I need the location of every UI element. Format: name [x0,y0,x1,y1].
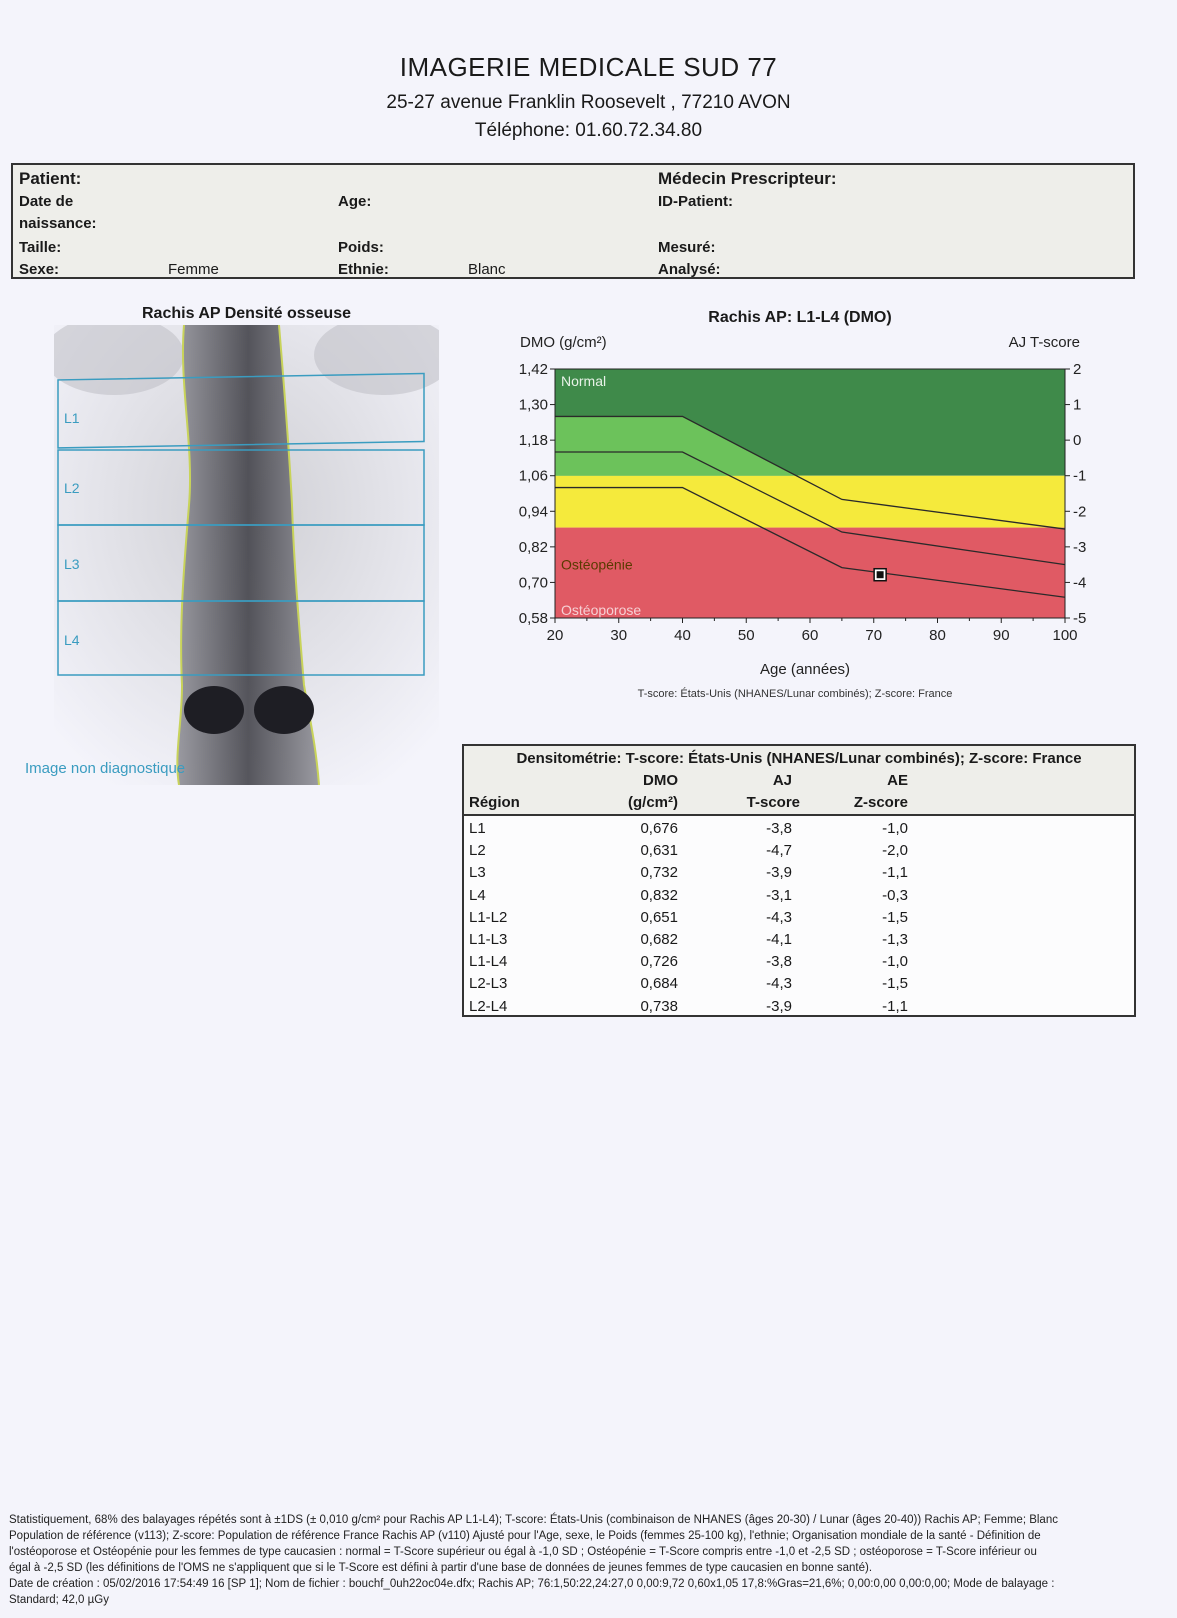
row-zscore: -1,1 [882,864,908,882]
row-tscore: -3,8 [766,820,792,837]
row-zscore: -1,5 [882,975,908,993]
x-tick-label: 80 [929,627,946,644]
footnote-line: Statistiquement, 68% des balayages répétés sont à ±1DS (± 0,010 g/cm² pour Rachis AP L1-L4); T-score: États-Unis (combinaison de NHANES (âges 20-30) / Lunar (âges 20-40)) Rachis AP; Femme; Blanc [9,1514,1058,1526]
row-dmo: 0,676 [640,820,678,837]
sex-value: Femme [168,261,219,278]
weight-label: Poids: [338,239,384,256]
col-tscore-header: T-score [746,794,800,811]
row-region: L1-L2 [469,908,508,926]
row-tscore: -3,8 [766,953,792,971]
row-dmo: 0,832 [640,886,678,904]
row-region: L2-L3 [469,975,508,993]
spine-image-title: Rachis AP Densité osseuse [142,305,351,322]
chart-x-axis-label: Age (années) [759,661,851,678]
row-dmo: 0,732 [640,864,678,882]
row-dmo: 0,682 [640,931,678,948]
analyzed-label: Analysé: [658,261,721,278]
x-tick-label: 60 [801,627,819,644]
y2-tick-label: 1 [1073,396,1082,414]
measured-label: Mesuré: [658,239,716,256]
y2-tick-label: 0 [1073,432,1082,450]
table-title: Densitométrie: T-score: États-Unis (NHANES/Lunar combinés); Z-score: France [516,750,1082,767]
y-tick-label: 1,06 [518,467,548,485]
y2-tick-label: -5 [1073,610,1087,627]
bmd-age-chart [490,325,1090,715]
table-row [464,931,1134,953]
y2-tick-label: -1 [1073,467,1087,485]
table-row [464,887,1134,909]
row-tscore: -3,9 [766,864,792,882]
prescriber-label: Médecin Prescripteur: [658,169,837,188]
patient-id-label: ID-Patient: [658,193,733,210]
dob-label-cont: naissance: [19,215,97,232]
chart-caption: T-score: États-Unis (NHANES/Lunar combinés); Z-score: France [637,688,953,700]
zone-label: Normal [561,373,607,389]
vertebra-label-l1: L1 [64,410,80,426]
row-tscore: -4,3 [766,975,792,993]
col-ae-header: AE [887,772,908,789]
table-row [464,909,1134,931]
row-tscore: -3,9 [766,997,792,1015]
row-tscore: -4,7 [766,842,792,860]
y-tick-label: 0,58 [518,610,548,627]
x-tick-label: 20 [546,627,564,644]
row-zscore: -1,3 [882,931,908,948]
zone-label: Ostéoporose [561,602,642,618]
row-dmo: 0,631 [640,842,678,860]
ethnicity-label: Ethnie: [338,261,389,278]
footnote-line: Standard; 42,0 µGy [9,1594,109,1606]
row-zscore: -1,5 [882,908,908,926]
patient-marker-core [877,571,884,578]
table-row [464,975,1134,997]
sex-label: Sexe: [19,261,60,278]
ethnicity-value: Blanc [468,261,506,278]
y-tick-label: 0,94 [518,503,548,521]
row-dmo: 0,738 [640,997,678,1015]
row-region: L1 [469,820,486,837]
chart-title: Rachis AP: L1-L4 (DMO) [708,309,892,326]
dob-label: Date de [19,193,74,210]
y-tick-label: 0,82 [518,538,548,556]
row-zscore: -0,3 [882,886,908,904]
table-row [464,953,1134,975]
row-tscore: -4,3 [766,908,792,926]
clinic-name: IMAGERIE MEDICALE SUD 77 [399,52,778,82]
spine-watermark: Image non diagnostique [25,760,186,777]
row-dmo: 0,651 [640,908,678,926]
row-region: L3 [469,864,486,882]
col-region-header: Région [469,794,520,811]
y2-tick-label: -4 [1073,574,1087,592]
zone-label: Ostéopénie [561,556,633,573]
table-row [464,842,1134,864]
table-row [464,998,1134,1020]
densitometry-table [462,744,1136,1017]
row-zscore: -1,1 [882,997,908,1015]
height-label: Taille: [19,239,62,256]
row-dmo: 0,726 [640,953,678,971]
row-tscore: -3,1 [766,886,792,904]
col-dmo-header: DMO [643,772,678,789]
x-tick-label: 100 [1052,627,1078,644]
vertebra-label-l4: L4 [64,632,80,648]
spine-scan-image [54,325,439,785]
table-row [464,864,1134,886]
row-region: L2 [469,842,486,860]
age-label: Age: [338,193,372,210]
footnote-line: Date de création : 05/02/2016 17:54:49 16 [SP 1]; Nom de fichier : bouchf_0uh22oc04e.dfx; Rachis AP; 76:1,50:22,24:27,0 0,00:9,72 0,60x1,05 17,8:%Gras=21,6%; 0,00:0,00 0,00:0,00; Mode de balayage : [9,1578,1055,1590]
row-zscore: -2,0 [882,842,908,860]
x-tick-label: 90 [992,627,1010,644]
patient-info-box [11,163,1135,279]
table-header [464,746,1134,816]
clinic-phone: Téléphone: 01.60.72.34.80 [474,120,703,141]
patient-label: Patient: [19,169,82,188]
footnote-line: Population de référence (v113); Z-score: Population de référence France Rachis AP (v110) Ajusté pour l'Age, sexe, le Poids (femmes 25-100 kg), l'ethnie; Organisation mondiale de la santé - Définition de [9,1530,1041,1542]
row-tscore: -4,1 [766,931,792,948]
col-aj-header: AJ [772,772,792,789]
col-dmo-unit: (g/cm²) [628,794,678,811]
x-tick-label: 30 [610,627,628,644]
row-region: L2-L4 [469,997,508,1015]
chart-y-axis-label: DMO (g/cm²) [520,334,607,351]
row-region: L1-L3 [469,931,508,948]
y-tick-label: 1,30 [518,396,548,414]
footnote-line: l'ostéoporose et Ostéopénie pour les femmes de type caucasien : normal = T-Score supérieur ou égal à -1,0 SD ; Ostéopénie = T-Score compris entre -1,0 et -2,5 SD ; ostéoporose = T-Score inférieur ou [9,1546,1037,1558]
y2-tick-label: -2 [1073,503,1087,521]
y-tick-label: 0,70 [518,574,548,592]
col-zscore-header: Z-score [853,794,908,811]
x-tick-label: 50 [737,627,755,644]
row-zscore: -1,0 [882,953,908,971]
y2-tick-label: -3 [1073,538,1087,556]
row-zscore: -1,0 [882,820,908,837]
footnote-line: égal à -2,5 SD (les définitions de l'OMS ne s'appliquent que si le T-Score est défini à partir d'une base de données de jeunes femmes de type caucasien en bonne santé). [9,1562,873,1574]
y-tick-label: 1,42 [518,361,548,378]
chart-y2-axis-label: AJ T-score [1008,334,1080,351]
row-region: L4 [469,886,486,904]
footnote [9,1512,1121,1608]
vertebra-label-l2: L2 [64,480,80,496]
x-tick-label: 40 [674,627,691,644]
row-dmo: 0,684 [640,975,678,993]
row-region: L1-L4 [469,953,508,971]
clinic-address: 25-27 avenue Franklin Roosevelt , 77210 AVON [386,92,791,113]
table-row [464,820,1134,842]
vertebra-label-l3: L3 [64,556,80,572]
x-tick-label: 70 [865,627,883,644]
y2-tick-label: 2 [1073,361,1082,378]
y-tick-label: 1,18 [518,432,548,450]
